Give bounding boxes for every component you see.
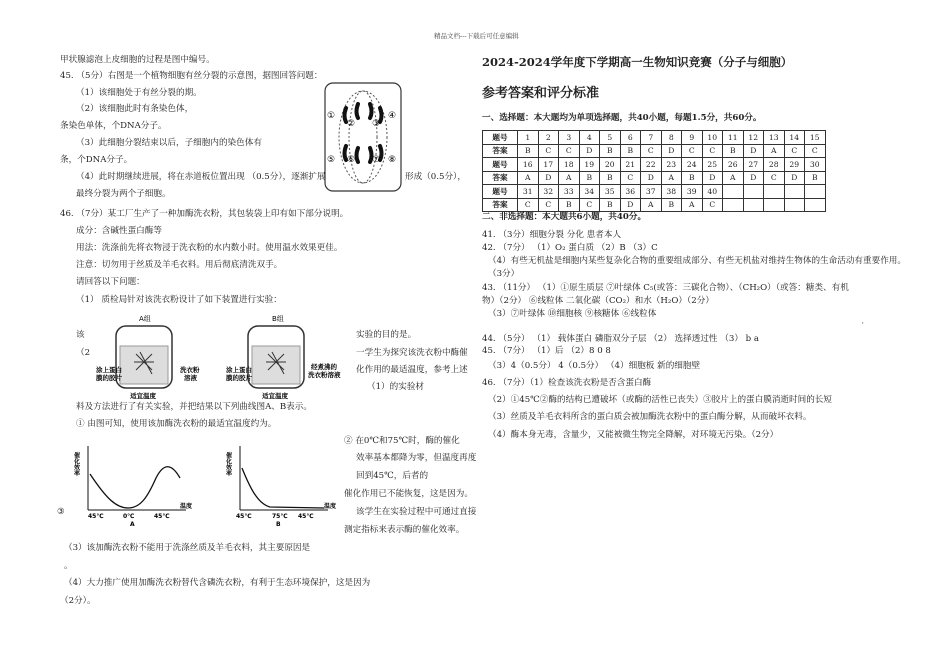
answer-table-cell: B — [620, 144, 641, 158]
answer-table-cell: C — [538, 198, 559, 212]
svg-text:膜的胶片: 膜的胶片 — [96, 374, 122, 382]
q46-caution: 注意：切勿用于丝质及羊毛衣料。用后彻底清洗双手。 — [76, 260, 283, 270]
answer-table-cell: A — [641, 198, 662, 212]
answer-table-cell: A — [518, 171, 539, 185]
answer-table-cell: C — [702, 144, 723, 158]
svg-text:催化效率: 催化效率 — [224, 452, 232, 476]
answer-table-row — [483, 171, 826, 185]
group-b-label: B组 — [272, 315, 284, 323]
answer-table-cell — [743, 185, 764, 199]
q45-part4a: （4）此时期继续进展，将在赤道板位置出现 （0.5分），逐渐扩展 — [76, 172, 326, 182]
answer-table-cell: 1 — [518, 131, 539, 145]
answer-table-cell: A — [559, 171, 580, 185]
answer-table-cell: D — [743, 171, 764, 185]
answer-table-cell — [784, 185, 805, 199]
answer-table-cell: 7 — [641, 131, 662, 145]
cell-label: ⑤ — [327, 155, 336, 165]
cell-label: ④ — [388, 111, 397, 121]
answer-table-cell: 34 — [579, 185, 600, 199]
answer-table-row — [483, 131, 826, 145]
text-fragment: （2 — [76, 348, 91, 358]
answer-table-cell: 21 — [620, 158, 641, 172]
cell-label: ① — [327, 111, 336, 121]
answer-table-cell: 32 — [538, 185, 559, 199]
answer-table-cell: D — [702, 171, 723, 185]
svg-text:适宜温度: 适宜温度 — [262, 392, 288, 400]
answer-table-cell: B — [559, 198, 580, 212]
answer-table-cell: 4 — [579, 131, 600, 145]
q45-part3b: 条，个DNA分子。 — [60, 155, 133, 165]
svg-text:0℃: 0℃ — [123, 513, 135, 520]
q46-prompt: 请回答以下问题： — [76, 277, 145, 287]
answer-table-cell: 24 — [682, 158, 703, 172]
answer-42: （3分） — [488, 269, 520, 279]
cell-label: ⑧ — [388, 155, 397, 165]
q46-part4-end: （2分）。 — [60, 596, 96, 606]
answer-table-cell: 33 — [559, 185, 580, 199]
q46-aim: 实验的目的是。 — [356, 330, 417, 340]
answer-table-cell: C — [579, 198, 600, 212]
q46-text: （1）的实验材 — [367, 382, 425, 392]
answer-table-cell — [784, 198, 805, 212]
answer-table-row — [483, 158, 826, 172]
q46-sub1: ① 由图可知，使用该加酶洗衣粉的最适宜温度约为。 — [76, 419, 277, 429]
answer-table-header-cell: 题号 — [483, 131, 518, 145]
q46-sub2: ② 在0℃和75℃时，酶的催化 — [344, 436, 460, 446]
answer-table-cell: B — [805, 171, 826, 185]
answer-43: （3）⑦叶绿体 ⑩细胞核 ⑨核糖体 ⑥线粒体 — [488, 309, 657, 319]
answer-table-cell: C — [805, 144, 826, 158]
answer-table-cell: C — [559, 144, 580, 158]
svg-text:适宜温度: 适宜温度 — [130, 392, 156, 400]
q46-text: 料及方法进行了有关实验，并把结果以下列曲线图A、B表示。 — [76, 402, 312, 412]
answer-42: 42. （7分） （1）O₂ 蛋白质 （2）B （3）C — [482, 243, 658, 253]
answer-table-cell: 19 — [579, 158, 600, 172]
answer-table-cell: A — [682, 198, 703, 212]
answer-table-cell: B — [600, 171, 621, 185]
answer-45: 45. （7分） （1）后 （2）8 0 8 — [482, 346, 611, 356]
answer-table-cell: C — [538, 144, 559, 158]
text-line: 甲状腺滤泡上皮细胞的过程是图中编号。 — [60, 55, 215, 65]
answer-table-cell: C — [764, 171, 785, 185]
page-subtitle: 参考答案和评分标准 — [482, 86, 600, 101]
answer-table-cell: 11 — [723, 131, 744, 145]
answer-table-cell: C — [620, 171, 641, 185]
q45-part3: （3）此细胞分裂结束以后，子细胞内的染色体有 — [76, 138, 262, 148]
answer-41: 41. （3分）细胞分裂 分化 患者本人 — [482, 230, 622, 240]
enzyme-curve-a — [72, 438, 206, 528]
svg-text:温度: 温度 — [324, 503, 337, 510]
answer-table-cell: 8 — [661, 131, 682, 145]
answer-table — [482, 130, 826, 212]
svg-text:B: B — [276, 521, 281, 528]
q46-usage: 用法：洗涤前先将衣物浸于洗衣粉的水内数小时。使用温水效果更佳。 — [76, 243, 343, 253]
q46-text: 化作用的最适温度，参考上述 — [356, 365, 468, 375]
answer-table-header-cell: 题号 — [483, 185, 518, 199]
answer-table-cell — [723, 185, 744, 199]
section-non-choice: 二、非选择题：本大题共6小题，共40分。 — [482, 212, 647, 222]
cell-label: ⑦ — [372, 155, 381, 165]
answer-table-cell: 15 — [805, 131, 826, 145]
stray-mark: ' — [862, 322, 864, 329]
answer-table-cell — [764, 198, 785, 212]
answer-table-cell: C — [518, 198, 539, 212]
answer-table-cell: 26 — [723, 158, 744, 172]
group-a-label: A组 — [139, 315, 151, 323]
answer-table-cell: C — [702, 198, 723, 212]
answer-table-cell: D — [641, 171, 662, 185]
q46-sub2: 测定指标来表示酶的催化效率。 — [344, 525, 465, 535]
answer-table-cell: 9 — [682, 131, 703, 145]
q45-part2: （2）该细胞此时有条染色体， — [76, 104, 194, 114]
header-note: 精品文档---下载后可任意编辑 — [434, 32, 519, 40]
answer-table-cell: D — [579, 144, 600, 158]
answer-table-cell: D — [784, 171, 805, 185]
answer-table-cell: 38 — [661, 185, 682, 199]
answer-43: 物）（2分） ⑥线粒体 二氧化碳（CO₂）和水（H₂O）（2分） — [482, 296, 714, 306]
answer-table-cell: 3 — [559, 131, 580, 145]
answer-table-cell: 31 — [518, 185, 539, 199]
answer-46: （4）酶本身无毒，含量少，又能被微生物完全降解，对环境无污染。（2分） — [488, 430, 779, 440]
cell-label: ⑥ — [347, 155, 356, 165]
answer-table-header-cell: 题号 — [483, 158, 518, 172]
q46-part1: （1） 质检局针对该洗衣粉设计了如下装置进行实验： — [76, 295, 282, 305]
q46-ingredient: 成分：含碱性蛋白酶等 — [76, 226, 162, 236]
enzyme-curve-b — [224, 438, 348, 528]
answer-table-cell: B — [600, 198, 621, 212]
svg-text:洗衣粉: 洗衣粉 — [180, 366, 200, 374]
answer-table-cell: A — [764, 144, 785, 158]
q45-part2b: 条染色单体，个DNA分子。 — [60, 121, 167, 131]
answer-table-row — [483, 185, 826, 199]
answer-table-cell: 5 — [600, 131, 621, 145]
answer-table-cell: 39 — [682, 185, 703, 199]
answer-table-header-cell: 答案 — [483, 144, 518, 158]
answer-44: 44. （5分） （1） 载体蛋白 磷脂双分子层 （2） 选择透过性 （3） b a — [482, 334, 759, 344]
svg-text:催化效率: 催化效率 — [72, 452, 80, 476]
answer-table-cell: 18 — [559, 158, 580, 172]
answer-46: （2）①45℃②酶的结构已遭破坏（或酶的活性已丧失）③胶片上的蛋白膜消逝时间的长短 — [488, 395, 832, 405]
section-choice: 一、选择题：本大题均为单项选择题，共40小题，每题1.5分，共60分。 — [482, 113, 762, 123]
answer-table-cell — [743, 198, 764, 212]
answer-table-cell: 23 — [661, 158, 682, 172]
cell-label: ③ — [372, 119, 381, 129]
answer-table-cell: D — [661, 144, 682, 158]
answer-table-cell: 25 — [702, 158, 723, 172]
answer-table-cell: D — [743, 144, 764, 158]
q45-part4c: 最终分裂为两个子细胞。 — [76, 189, 171, 199]
answer-table-header-cell: 答案 — [483, 171, 518, 185]
answer-table-cell: A — [723, 171, 744, 185]
answer-table-cell: 37 — [641, 185, 662, 199]
svg-text:膜的胶片: 膜的胶片 — [226, 374, 252, 382]
svg-text:45℃: 45℃ — [154, 513, 170, 520]
answer-table-cell: 14 — [784, 131, 805, 145]
answer-table-cell: 35 — [600, 185, 621, 199]
cell-label: ② — [347, 119, 356, 129]
svg-text:45℃: 45℃ — [236, 513, 252, 520]
answer-table-cell: 2 — [538, 131, 559, 145]
answer-table-cell: B — [682, 171, 703, 185]
answer-table-cell: 36 — [620, 185, 641, 199]
answer-table-cell: 13 — [764, 131, 785, 145]
q46-part4: （4）大力推广使用加酶洗衣粉替代含磷洗衣粉，有利于生态环境保护，这是因为 — [64, 578, 371, 588]
answer-table-cell: B — [723, 144, 744, 158]
svg-text:温度: 温度 — [180, 503, 193, 510]
q46-sub2: 效率基本都降为零，但温度再度 — [356, 453, 477, 463]
question-46-stem: 46. （7分）某工厂生产了一种加酶洗衣粉，其包装袋上印有如下部分说明。 — [60, 209, 349, 219]
answer-table-cell — [764, 185, 785, 199]
answer-table-cell: B — [518, 144, 539, 158]
text-period: 。 — [64, 561, 73, 571]
answer-43: 43. （11分） （1）①原生质层 ⑦叶绿体 C₅(或答：三碳化合物）、（CH₂O）（或答：糖类、有机 — [482, 283, 849, 293]
svg-text:溶液: 溶液 — [184, 374, 197, 382]
answer-table-cell: 16 — [518, 158, 539, 172]
answer-table-cell: 29 — [784, 158, 805, 172]
answer-table-cell: C — [682, 144, 703, 158]
svg-text:45℃: 45℃ — [298, 513, 314, 520]
answer-table-cell: 28 — [764, 158, 785, 172]
answer-table-row — [483, 144, 826, 158]
answer-table-cell: A — [661, 171, 682, 185]
answer-table-cell: B — [661, 198, 682, 212]
svg-text:A: A — [130, 521, 135, 528]
answer-table-cell: 6 — [620, 131, 641, 145]
svg-text:经煮沸的: 经煮沸的 — [311, 363, 337, 371]
q45-part4b: 形成（0.5分）， — [405, 172, 466, 182]
answer-table-cell: 30 — [805, 158, 826, 172]
answer-table-cell: C — [784, 144, 805, 158]
answer-table-cell: C — [641, 144, 662, 158]
svg-text:洗衣粉溶液: 洗衣粉溶液 — [308, 371, 341, 379]
q46-part3: （3）该加酶洗衣粉不能用于洗涤丝质及羊毛衣料，其主要原因是 — [64, 543, 311, 553]
answer-table-cell: 22 — [641, 158, 662, 172]
question-45-stem: 45. （5分）右图是一个植物细胞有丝分裂的示意图，据图回答问题： — [60, 71, 323, 81]
answer-table-row — [483, 198, 826, 212]
text-fragment: 该 — [76, 330, 85, 340]
answer-table-cell: 20 — [600, 158, 621, 172]
svg-text:45℃: 45℃ — [88, 513, 104, 520]
answer-table-cell: 17 — [538, 158, 559, 172]
svg-text:涂上蛋白: 涂上蛋白 — [226, 366, 252, 374]
beaker-experiment-figure — [96, 312, 352, 404]
answer-table-cell — [805, 198, 826, 212]
answer-table-cell: 27 — [743, 158, 764, 172]
answer-table-cell: D — [620, 198, 641, 212]
answer-46: （3）丝质及羊毛衣料所含的蛋白质会被加酶洗衣粉中的蛋白酶分解，从而破坏衣料。 — [488, 412, 812, 422]
answer-table-header-cell: 答案 — [483, 198, 518, 212]
q46-sub2: 回到45℃，后者的 — [356, 471, 429, 481]
answer-table-cell — [805, 185, 826, 199]
q46-sub3-marker: ③ — [57, 507, 65, 517]
answer-table-cell: D — [538, 171, 559, 185]
q46-text: 一学生为探究该洗衣粉中酶催 — [356, 348, 468, 358]
q45-part1: （1）该细胞处于有丝分裂的期。 — [76, 88, 202, 98]
mitosis-cell-figure — [324, 82, 402, 192]
answer-table-cell: B — [579, 171, 600, 185]
q46-sub2: 该学生在实验过程中可通过直接 — [356, 507, 477, 517]
q46-sub2: 催化作用已不能恢复，这是因为。 — [344, 489, 473, 499]
answer-45: （3）4（0.5分） 4（0.5分） （4）细胞板 新的细胞壁 — [488, 361, 701, 371]
answer-table-cell: 10 — [702, 131, 723, 145]
answer-table-cell — [723, 198, 744, 212]
answer-42: （4）有些无机盐是细胞内某些复杂化合物的重要组成部分、有些无机盐对维持生物体的生命活动有重要作用。 — [488, 256, 906, 266]
svg-text:75℃: 75℃ — [272, 513, 288, 520]
answer-table-cell: B — [600, 144, 621, 158]
answer-table-cell: 40 — [702, 185, 723, 199]
answer-46: 46. （7分）（1）检查该洗衣粉是否含蛋白酶 — [482, 378, 652, 388]
svg-text:涂上蛋白: 涂上蛋白 — [96, 366, 122, 374]
answer-table-cell: 12 — [743, 131, 764, 145]
page-title: 2024-2024学年度下学期高一生物知识竞赛（分子与细胞） — [482, 55, 793, 69]
